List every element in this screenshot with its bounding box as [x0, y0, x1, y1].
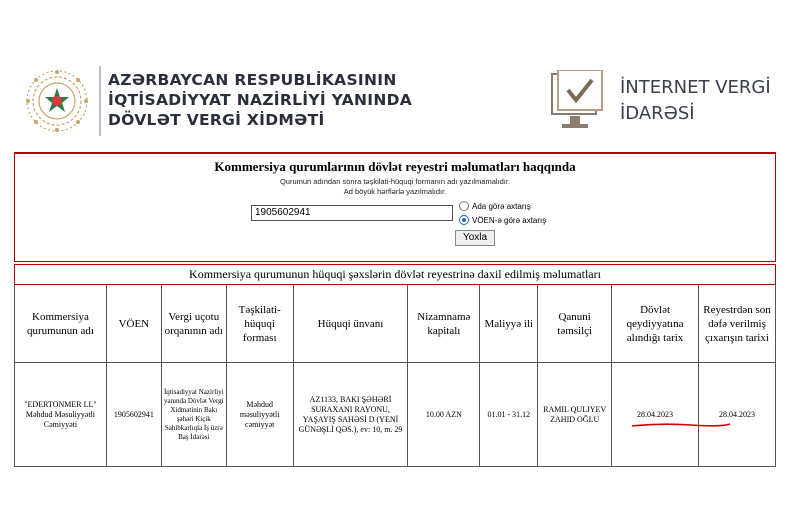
header-divider: [99, 66, 101, 136]
cell-extract-date: 28.04.2023: [699, 363, 776, 467]
search-panel: [14, 152, 776, 262]
col-header-name: Kommersiya qurumunun adı: [15, 285, 107, 363]
search-note-form: Qurumun adından sonra təşkilati-hüquqi formanın adı yazılmamalıdır.: [279, 177, 511, 186]
results-title: Kommersiya qurumunun hüquqi şəxslərin dövlət reyestrinə daxil edilmiş məlumatları: [15, 265, 776, 285]
col-header-extract-date: Reyestrdən son dəfə verilmiş çıxarışın tarixi: [699, 285, 776, 363]
ministry-line-1: AZƏRBAYCAN RESPUBLİKASININ: [108, 71, 397, 89]
search-by-voen-option[interactable]: [459, 215, 546, 225]
radio-voen-label: VÖEN-ə görə axtarış: [472, 215, 547, 225]
col-header-address: Hüquqi ünvanı: [293, 285, 408, 363]
table-row: [15, 363, 776, 467]
cell-capital: 10.00 AZN: [408, 363, 480, 467]
col-header-registration-date: Dövlət qeydiyyatına alındığı tarix: [612, 285, 699, 363]
col-header-tax-office: Vergi uçotu orqanının adı: [161, 285, 226, 363]
col-header-capital: Nizamnamə kapitalı: [408, 285, 480, 363]
search-title: Kommersiya qurumlarının dövlət reyestri məlumatları haqqında: [214, 159, 576, 174]
col-header-voen: VÖEN: [106, 285, 161, 363]
results-table: [14, 264, 776, 467]
cell-representative: RAMIL QULIYEV ZAHID OĞLU: [538, 363, 612, 467]
radio-voen-button[interactable]: [459, 215, 469, 225]
tax-portal-monitor-icon: [548, 70, 608, 132]
state-emblem-icon: [22, 66, 92, 136]
search-by-name-option[interactable]: [459, 201, 531, 211]
ministry-name: [108, 70, 412, 130]
portal-line-2: İDARƏSİ: [620, 103, 695, 124]
search-input[interactable]: 1905602941: [251, 205, 453, 221]
ministry-line-2: İQTİSADİYYAT NAZİRLİYİ YANINDA: [108, 91, 413, 109]
ministry-line-3: DÖVLƏT VERGİ XİDMƏTİ: [108, 111, 325, 129]
registration-date-value: 28.04.2023: [637, 409, 674, 419]
site-header: [0, 0, 800, 150]
registration-date-highlight: [637, 410, 673, 420]
search-note-uppercase: Ad böyük hərflərlə yazılmalıdır.: [343, 187, 447, 196]
col-header-representative: Qanuni təmsilçi: [538, 285, 612, 363]
cell-name: "EDERTONMER LL" Məhdud Məsuliyyətli Cəmiyyəti: [15, 363, 107, 467]
red-underline-annotation: [631, 422, 731, 428]
cell-fiscal-year: 01.01 - 31.12: [480, 363, 538, 467]
radio-name-button[interactable]: [459, 201, 469, 211]
cell-tax-office: İqtisadiyyat Nazirliyi yanında Dövlət Vergi Xidmətinin Bakı şəhəri Kiçik Sahibkarlıqla İş üzrə Baş İdarəsi: [161, 363, 226, 467]
check-button[interactable]: Yoxla: [455, 230, 495, 246]
cell-legal-form: Məhdud məsuliyyətli cəmiyyət: [226, 363, 293, 467]
col-header-fiscal-year: Maliyyə ili: [480, 285, 538, 363]
cell-address: AZ1133, BAKI ŞƏHƏRİ SURAXANI RAYONU, YAŞAYIŞ SAHƏSİ D (YENİ GÜNƏŞLİ QƏS.), ev: 10, m. 29: [293, 363, 408, 467]
cell-registration-date: [612, 363, 699, 467]
portal-line-1: İNTERNET VERGİ: [620, 77, 771, 98]
cell-voen: 1905602941: [106, 363, 161, 467]
radio-name-label: Ada görə axtarış: [472, 201, 531, 211]
col-header-legal-form: Təşkilati-hüquqi forması: [226, 285, 293, 363]
portal-name: [620, 75, 771, 127]
